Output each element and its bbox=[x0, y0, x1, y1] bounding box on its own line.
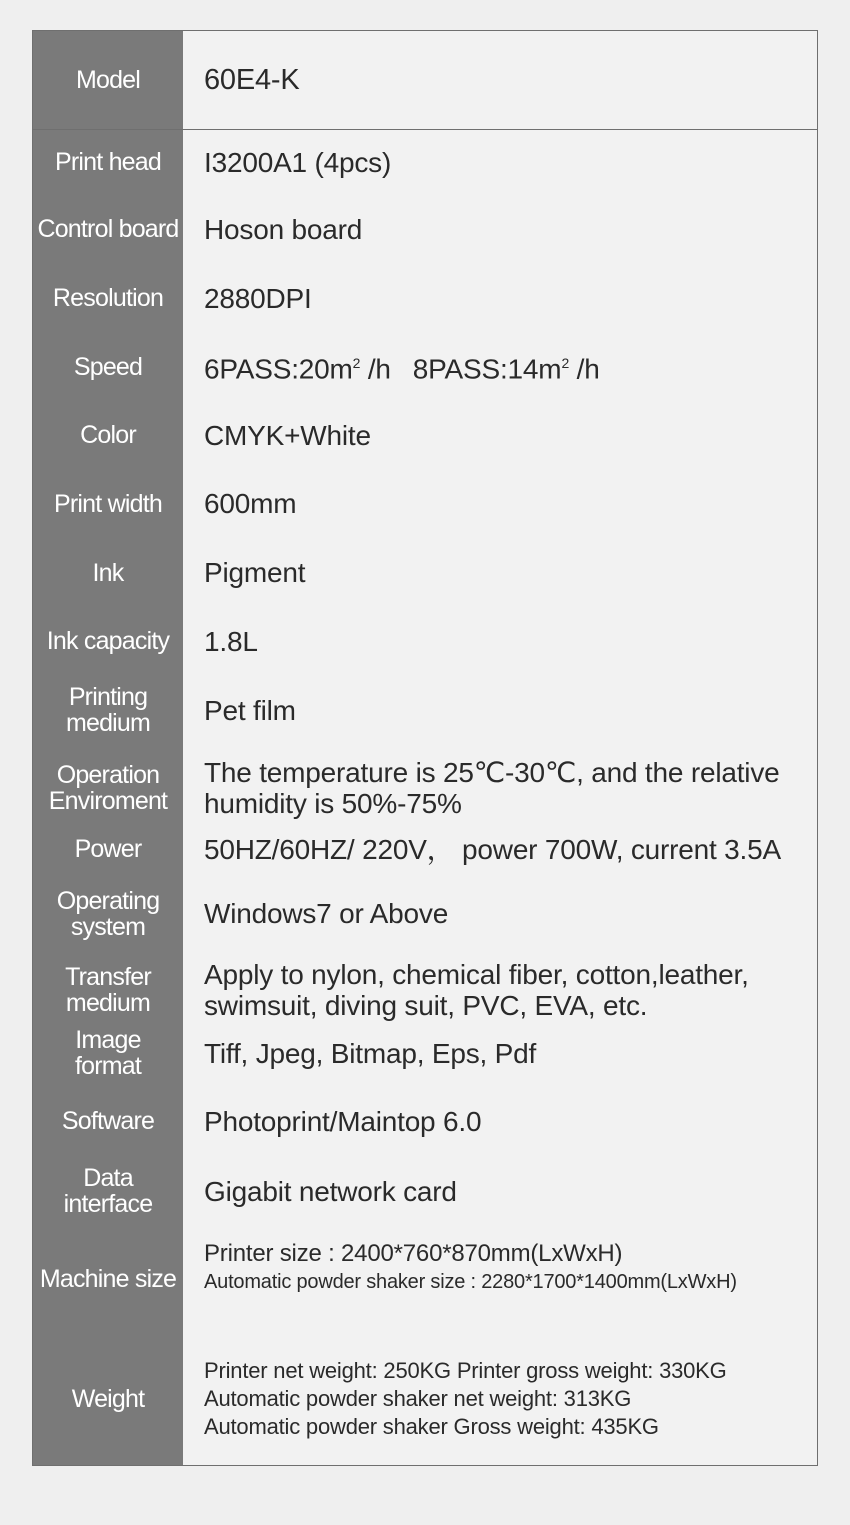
spec-label: Weight bbox=[71, 1384, 145, 1413]
spec-label: Control board bbox=[37, 215, 179, 243]
spec-label: Resolution bbox=[52, 284, 164, 312]
spec-row bbox=[33, 401, 817, 469]
spec-value: 50HZ/60HZ/ 220V， power 700W, current 3.5A bbox=[204, 833, 781, 865]
spec-label: Operation Enviroment bbox=[48, 761, 168, 815]
spec-row bbox=[33, 1086, 817, 1156]
spec-row bbox=[33, 675, 817, 745]
spec-row bbox=[33, 1331, 817, 1466]
spec-value: Pet film bbox=[204, 694, 296, 726]
spec-value: 1.8L bbox=[204, 625, 258, 657]
spec-value: The temperature is 25℃-30℃, and the relative humidity is 50%-75% bbox=[204, 757, 780, 819]
spec-label: Machine size bbox=[39, 1264, 177, 1293]
spec-value: CMYK+White bbox=[204, 419, 371, 451]
spec-table bbox=[32, 30, 818, 1466]
spec-row-speed bbox=[33, 332, 817, 401]
spec-row bbox=[33, 130, 817, 194]
spec-row bbox=[33, 264, 817, 332]
spec-value: Apply to nylon, chemical fiber, cotton,leather, swimsuit, diving suit, PVC, EVA, etc. bbox=[204, 959, 749, 1021]
spec-label: Data interface bbox=[63, 1164, 153, 1218]
spec-value: Gigabit network card bbox=[204, 1175, 457, 1207]
spec-value: $6PASS:20m^2$ /h $8PASS:14m^2$ /h bbox=[204, 353, 600, 385]
spec-label: Print head bbox=[55, 148, 161, 176]
spec-row bbox=[33, 960, 817, 1020]
spec-value: I3200A1 (4pcs) bbox=[204, 146, 392, 178]
spec-value: 60E4-K bbox=[204, 63, 300, 96]
spec-label: Color bbox=[80, 421, 136, 449]
spec-label: Power bbox=[74, 835, 142, 863]
spec-row bbox=[33, 745, 817, 831]
spec-value: Printer net weight: 250KG Printer gross weight: 330KG Automatic powder shaker net weight: 313KG Automatic powder shaker Gross weight: 435KG bbox=[204, 1357, 727, 1439]
spec-label: Transfer medium bbox=[65, 963, 151, 1017]
spec-label: Software bbox=[61, 1107, 155, 1135]
spec-label: Ink capacity bbox=[46, 627, 170, 655]
spec-row bbox=[33, 469, 817, 538]
spec-value: Photoprint/Maintop 6.0 bbox=[204, 1105, 482, 1137]
spec-value: Printer size : 2400*760*870mm(LxWxH) Automatic powder shaker size : 2280*1700*1400mm(LxWxH) bbox=[204, 1240, 737, 1293]
spec-row bbox=[33, 538, 817, 607]
spec-label: Printing medium bbox=[65, 683, 151, 737]
spec-row bbox=[33, 607, 817, 675]
spec-row bbox=[33, 194, 817, 264]
spec-row bbox=[33, 867, 817, 960]
spec-row-model bbox=[33, 31, 817, 129]
spec-row bbox=[33, 1156, 817, 1226]
spec-value: 2880DPI bbox=[204, 282, 312, 314]
spec-value: Pigment bbox=[204, 557, 306, 588]
spec-value: Windows7 or Above bbox=[204, 898, 449, 929]
spec-value: Tiff, Jpeg, Bitmap, Eps, Pdf bbox=[204, 1037, 537, 1069]
spec-label: Speed bbox=[73, 352, 143, 381]
spec-row bbox=[33, 831, 817, 867]
spec-row bbox=[33, 1020, 817, 1086]
spec-label: Ink bbox=[92, 558, 124, 587]
spec-value: Hoson board bbox=[204, 213, 363, 245]
spec-label: Operating system bbox=[56, 886, 160, 941]
spec-label: Model bbox=[75, 66, 141, 94]
spec-label: Print width bbox=[54, 489, 162, 518]
spec-label: Image format bbox=[74, 1026, 142, 1080]
spec-value: 600mm bbox=[204, 488, 297, 519]
spec-row bbox=[33, 1226, 817, 1331]
